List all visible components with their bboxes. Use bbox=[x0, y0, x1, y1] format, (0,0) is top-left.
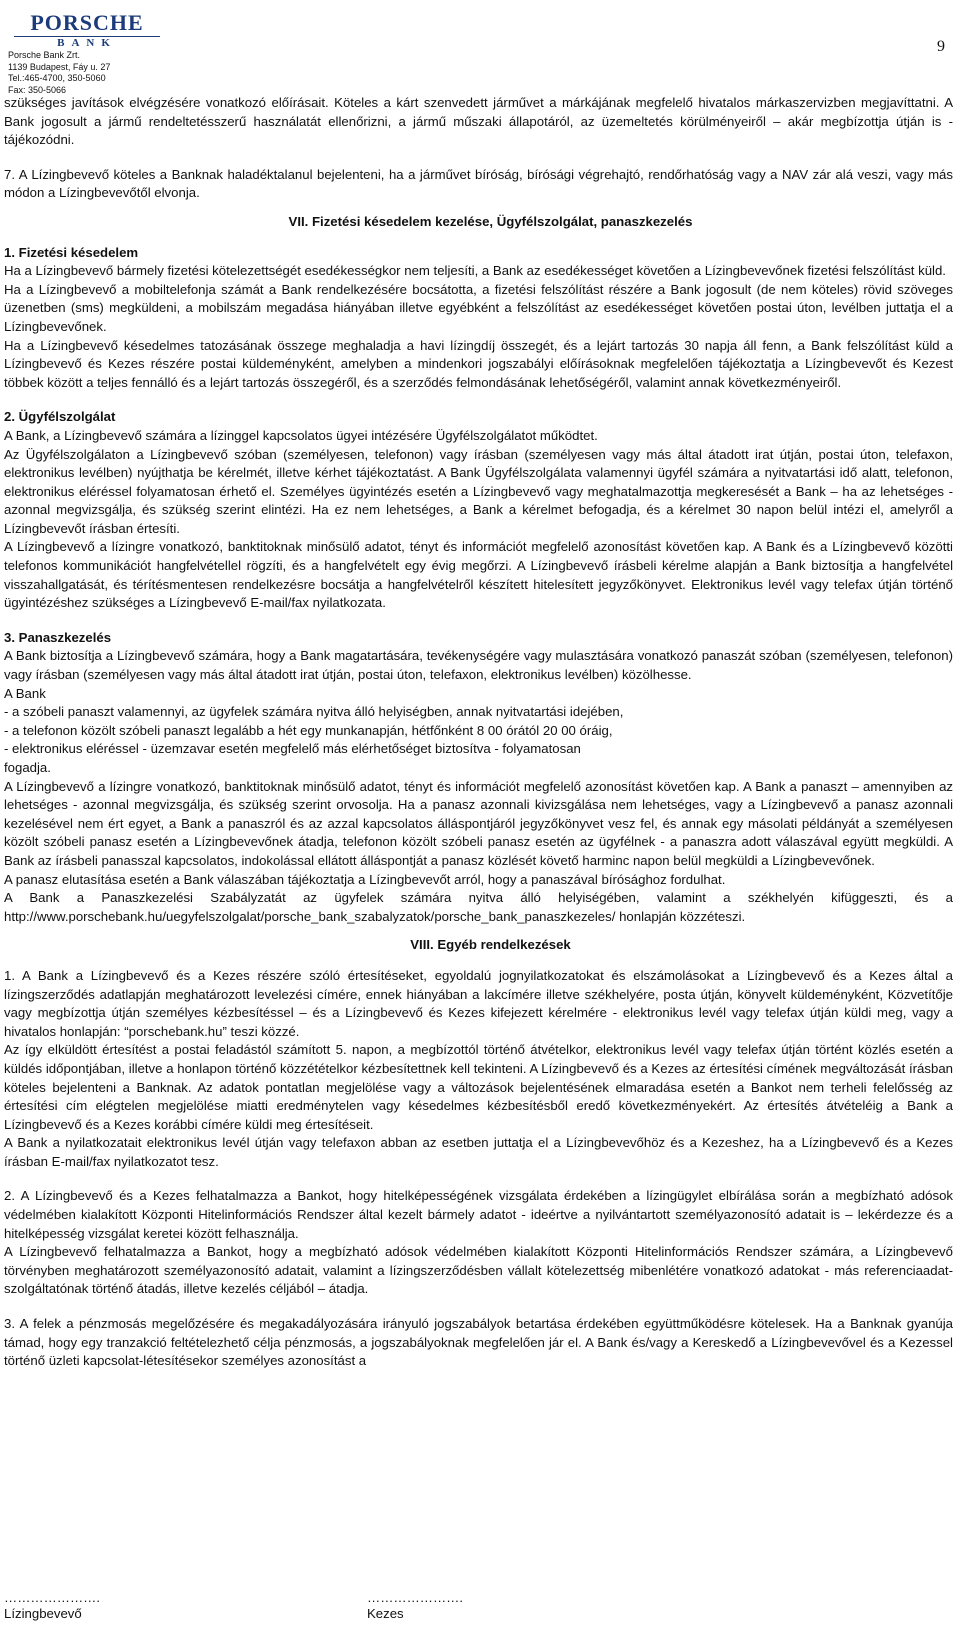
signature-label: Lízingbevevő bbox=[4, 1606, 82, 1621]
paragraph: Ha a Lízingbevevő bármely fizetési kötelezettségét esedékességkor nem teljesíti, a Bank az esedékességet követően a Lízingbevevőnek fizetési felszólítást küld. bbox=[4, 263, 946, 279]
paragraph: Ha a Lízingbevevő késedelmes tatozásának összege meghaladja a havi lízingdíj összegét, és a lejárt tartozás 30 napja áll fenn, a Bank felszólítást küld a Lízingbevevő és Kezes részére postai küldeményként, amelyben a mindenkori jogszabályi előírásoknak megfelelően tájékoztatja a Lízingbevevőt és Kezest többek között a teljes fennálló és a lejárt tartozás összegéről, és a szerződés felmondásának lehetőségéről, valamint annak következményeiről. bbox=[4, 337, 953, 390]
list-item: - a szóbeli panaszt valamennyi, az ügyfelek számára nyitva álló helyiségben, annak nyitvatartási idejében, bbox=[4, 704, 624, 720]
list-item: - elektronikus eléréssel - üzemzavar esetén megfelelő más elérhetőséget biztosítva - folyamatosan bbox=[4, 741, 581, 757]
subsection-heading: 2. Ügyfélszolgálat bbox=[4, 409, 116, 425]
subsection-heading: 1. Fizetési késedelem bbox=[4, 244, 139, 260]
signature-lizingbevevo bbox=[4, 1590, 100, 1622]
paragraph: A Lízingbevevő a lízingre vonatkozó, banktitoknak minősülő adatot, tényt és információt megfelelő azonosítást követően kap. A Bank és a Lízingbevevő közötti telefonos kommunikációt hangfelvétellel rögzíti, és a hangfelvételt egy évig megőrzi. A Lízingbevevő írásbeli kérelme alapján a Bank biztosítja a hangfelvétel visszahallgatását, és térítésmentesen rendelkezésre bocsátja a hangfelvételről készített hitelesített jegyzőkönyvet. Elektronikus levél vagy telefax útján történő ügyintézéshez szükséges a Lízingbevevő E-mail/fax nyilatkozata. bbox=[4, 539, 953, 611]
signature-label: Kezes bbox=[367, 1606, 404, 1621]
logo-main-text: PORSCHE bbox=[30, 10, 144, 35]
paragraph: Az Ügyfélszolgálaton a Lízingbevevő szóban (személyesen, telefonon) vagy írásban (személyesen vagy más által átadott irat útján, postai úton, telefaxon, elektronikus levélben) nyújthatja be kérelmét, illetve kérhet tájékoztatást. A Bank Ügyfélszolgálata valamennyi ügyfél számára a nyitvatartási idő alatt, telefonon, elektronikus eléréssel folyamatosan érhető el. Személyes ügyintézés esetén a Lízingbevevő vagy meghatalmazottja megkeresését a Bank – ha az lehetséges - azonnal megvizsgálja, és szükség szerint elintézi. Ha ez nem lehetséges, a Bank a kérelmet befogadja, és a kérelmet 30 napon belül intézi el, amelyről a Lízingbevevőt írásban értesíti. bbox=[4, 446, 953, 536]
paragraph: 3. A felek a pénzmosás megelőzésére és megakadályozására irányuló jogszabályok betartása érdekében együttműködésre kötelesek. Ha a Banknak gyanúja támad, hogy egy tranzakció feltételezhető célja pénzmosás, a jogszabályoknak megfelelően jár el. A Bank és/vagy a Kereskedő a Lízingbevevővel és a Kezessel történő üzleti kapcsolat-létesítésekor személyes azonosítást a bbox=[4, 1316, 953, 1369]
section-title-viii: VIII. Egyéb rendelkezések bbox=[410, 937, 571, 953]
paragraph: A Bank, a Lízingbevevő számára a lízinggel kapcsolatos ügyei intézésére Ügyfélszolgálatot működtet. bbox=[4, 427, 598, 443]
page-number: 9 bbox=[937, 38, 945, 55]
subsection-heading: 3. Panaszkezelés bbox=[4, 629, 112, 645]
paragraph: A Bank bbox=[4, 685, 46, 701]
list-item: - a telefonon közölt szóbeli panaszt legalább a hét egy munkanapján, hétfőnként 8 00 órától 20 00 óráig, bbox=[4, 722, 613, 738]
paragraph: A Bank a Panaszkezelési Szabályzatát az ügyfelek számára nyitva álló helyiségében, valamint a székhelyén kifüggeszti, és a http://www.porschebank.hu/uegyfelszolgalat/porsche_bank_szabalyzatok/porsche_bank_panaszkezeles/ honlapján közzéteszi. bbox=[4, 890, 953, 924]
address-line: Fax: 350-5066 bbox=[8, 84, 67, 95]
signature-line: …………………. bbox=[4, 1590, 100, 1605]
paragraph: fogadja. bbox=[4, 760, 51, 775]
paragraph: A Bank a nyilatkozatait elektronikus levél útján vagy telefaxon abban az esetben juttatja el a Lízingbevevőhöz és a Kezeshez, ha a Lízingbevevő és a Kezes írásban E-mail/fax nyilatkozatot tesz. bbox=[4, 1135, 953, 1169]
paragraph: Ha a Lízingbevevő a mobiltelefonja számát a Bank rendelkezésére bocsátotta, a fizetési felszólítást részére a Bank jogosult (de nem köteles) rövid szöveges üzenetben (sms) megküldeni, a mobilszám megadása hiányában illetve egyébként a felszólítást az esedékességet követően postai úton, levélben juttatja el a Lízingbevevőnek. bbox=[4, 281, 953, 334]
paragraph: A panasz elutasítása esetén a Bank válaszában tájékoztatja a Lízingbevevőt arról, hogy a panaszával bírósághoz fordulhat. bbox=[4, 871, 726, 887]
paragraph: Az így elküldött értesítést a postai feladástól számított 5. napon, a megbízottól történő átvételkor, elektronikus levél vagy telefax útján történt közlés esetén a küldés időpontjában, illetve a honlapon történő közzétételkor kézbesítettnek kell tekinteni. A Lízingbevevő és a Kezes az értesítési címének megváltozását írásban köteles bejelenteni a Banknak. Az adatok pontatlan megjelölése vagy a változások bejelentésének elmaradása esetén a Bankot nem terheli felelősség az értesítési cím elégtelen megjelölése miatti eredménytelen vagy késedelmes kézbesítésből eredő következményekért. Az értesítés átvételéig a Bank a Lízingbevevő és a Kezes korábbi címére küldi meg értesítéseit. bbox=[4, 1042, 953, 1132]
address-line: 1139 Budapest, Fáy u. 27 bbox=[8, 61, 111, 72]
signature-line: …………………. bbox=[367, 1590, 463, 1605]
paragraph: A Bank biztosítja a Lízingbevevő számára, hogy a Bank magatartására, tevékenységére vagy mulasztására vonatkozó panaszát szóban (személyesen, telefonon) vagy írásban (személyesen vagy más által átadott irat útján, postai úton, telefaxon, elektronikus levélben) közölhesse. bbox=[4, 648, 953, 683]
company-address bbox=[8, 50, 110, 96]
paragraph: szükséges javítások elvégzésére vonatkozó előírásait. Köteles a kárt szenvedett járművet a márkájának megfelelő hivatalos márkaszervizben megjavíttatni. A Bank jogosult a jármű rendeltetésszerű használatát ellenőrizni, a jármű műszaki állapotáról, az üzemeltetés körülményeiről – akár megbízottja útján is - tájékozódni. bbox=[4, 95, 953, 148]
paragraph: 2. A Lízingbevevő és a Kezes felhatalmazza a Bankot, hogy hitelképességének vizsgálata érdekében a lízingügylet elbírálása során a megbízható adósok védelmében kialakított Központi Hitelinformációs Rendszer által kezelt bármely adatot - ideértve a nyilvántartott személyazonosító adatait is – lekérdezze és a hitelképesség vizsgálat keretei között felhasználja. bbox=[4, 1188, 953, 1241]
paragraph: A Lízingbevevő a lízingre vonatkozó, banktitoknak minősülő adatot, tényt és információt megfelelő azonosítást követően kap. A Bank a panaszt – amennyiben az lehetséges - azonnal megvizsgálja, és szükség szerint orvosolja. Ha a panasz azonnali kivizsgálása nem lehetséges, vagy a Lízingbevevő a panasz azonnali kezelésével nem ért egyet, a Bank a panaszról és az azzal kapcsolatos álláspontjáról jegyzőkönyvet vesz fel, és annak egy másolati példányát a személyesen közölt szóbeli panasz esetén a Lízingbevevőnek átadja, telefonon közölt szóbeli panasz esetén az ügyfélnek - a panaszra adott válaszával együtt megküldi. A Bank az írásbeli panasszal kapcsolatos, indokolással ellátott álláspontját a panasz közlését követő harminc napon belül megküldi a Lízingbevevőnek. bbox=[4, 778, 953, 868]
document-body bbox=[4, 94, 953, 1371]
section-title-vii: VII. Fizetési késedelem kezelése, Ügyfélszolgálat, panaszkezelés bbox=[288, 213, 693, 229]
address-line: Tel.:465-4700, 350-5060 bbox=[8, 73, 106, 83]
logo-sub-text: BANK bbox=[57, 37, 117, 49]
page-header bbox=[4, 6, 953, 94]
porsche-bank-logo bbox=[8, 12, 166, 49]
paragraph: 1. A Bank a Lízingbevevő és a Kezes részére szóló értesítéseket, egyoldalú jognyilatkozatokat és elszámolásokat a Lízingbevevő és a Kezes által a lízingszerződés adatlapján meghatározott levelezési címére, ennek hiányában a lakcímére illetve székhelyére, posta útján, könyvelt küldeményként, Közvetítője vagy megbízottja útján személyes kézbesítéssel – és a Lízingbevevő és Kezes kifejezett kérelmére - elektronikus levél vagy telefax útján küldi meg, vagy a hivatalos honlapján: “porschebank.hu” teszi közzé. bbox=[4, 967, 953, 1039]
paragraph: 7. A Lízingbevevő köteles a Banknak haladéktalanul bejelenteni, ha a járművet bíróság, bírósági végrehajtó, rendőrhatóság vagy a NAV zár alá veszi, vagy más módon a Lízingbevevőtől elvonja. bbox=[4, 166, 953, 201]
paragraph: A Lízingbevevő felhatalmazza a Bankot, hogy a megbízható adósok védelmében kialakított Központi Hitelinformációs Rendszer számára, a Lízingbevevő törvényben meghatározott személyazonosító adatait, valamint a lízingszerződésben vállalt kötelezettség mibenlétére vonatkozó adatokat - más referenciaadat-szolgáltatónak történő átadás, illetve kezelés céljából – átadja. bbox=[4, 1244, 953, 1297]
signature-kezes bbox=[367, 1590, 463, 1622]
address-line: Porsche Bank Zrt. bbox=[8, 50, 81, 60]
